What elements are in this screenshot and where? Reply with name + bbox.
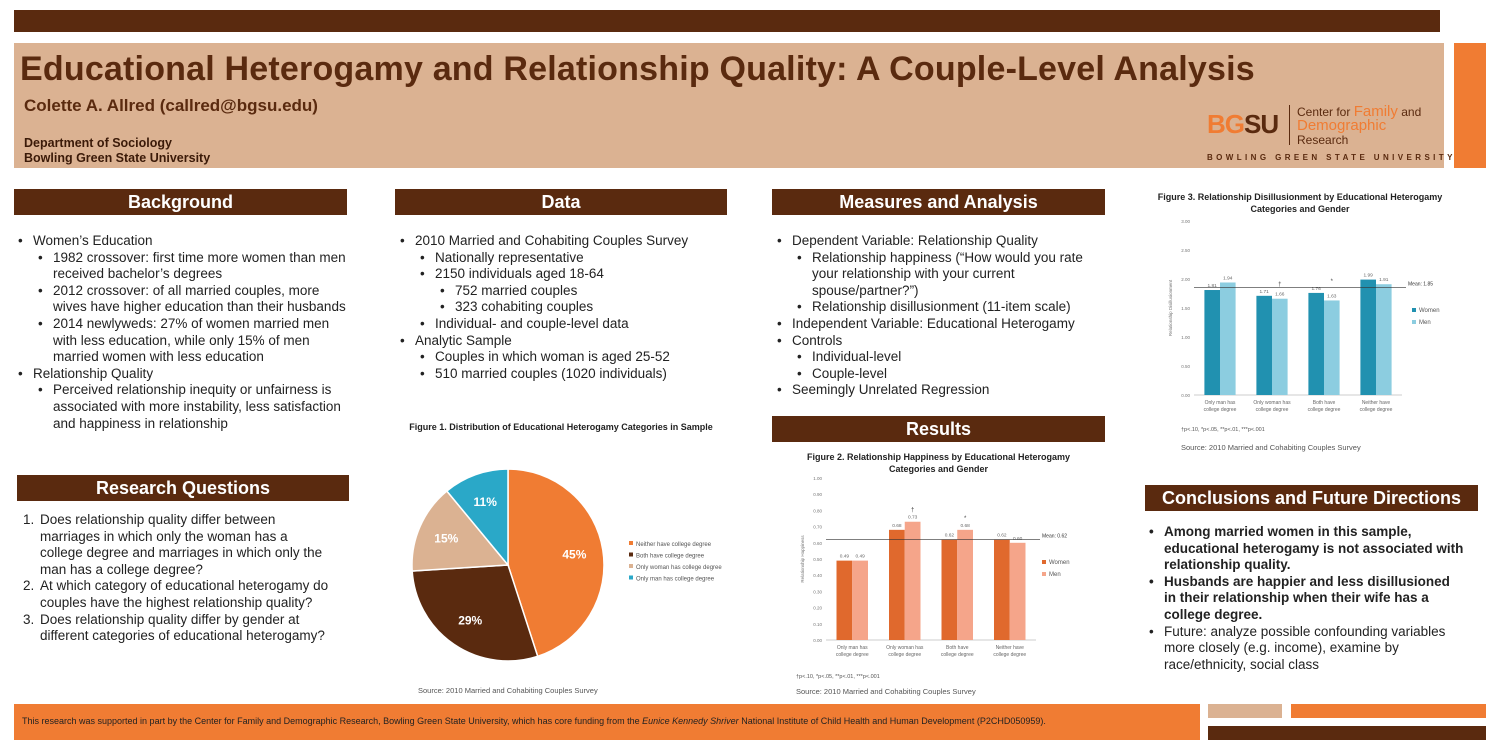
bar-value-label: 1.91 (1379, 278, 1389, 284)
y-tick-label: 0.20 (813, 605, 822, 611)
bar-value-label: 1.71 (1259, 289, 1269, 295)
legend-label: Neither have college degree (636, 542, 712, 548)
y-tick-label: 0.30 (813, 589, 822, 595)
legend-swatch (629, 541, 633, 545)
bar (1376, 284, 1392, 395)
legend-label: Women (1049, 560, 1070, 566)
fig1-pie-chart (400, 450, 740, 680)
footer-text-italic: Eunice Kennedy Shriver (642, 716, 739, 726)
bgsu-logo (1207, 103, 1456, 165)
fig2-bar-chart (790, 472, 1090, 672)
list-item: • 752 married couples (396, 283, 726, 300)
x-tick-label (1360, 400, 1393, 413)
fig1-title: Figure 1. Distribution of Educational Heterogamy Categories in Sample (409, 422, 713, 432)
author: Colette A. Allred (callred@bgsu.edu) (24, 96, 318, 115)
legend-label: Only man has college degree (636, 576, 715, 583)
conclusions-heading: Conclusions and Future Directions (1145, 485, 1478, 511)
x-tick-label-line: Both have (1312, 400, 1336, 406)
x-tick-label-line: Neither have (995, 645, 1024, 651)
x-tick-label (1253, 400, 1291, 413)
bar (942, 540, 958, 640)
list-number: 1. (23, 512, 35, 527)
x-tick-label-line: college degree (1203, 407, 1237, 413)
y-tick-label: 2.00 (1181, 277, 1190, 282)
bar (1272, 299, 1288, 395)
x-tick-label-line: college degree (940, 652, 974, 658)
footer-accent-brown (1208, 726, 1486, 740)
bar (1220, 282, 1236, 395)
legend-swatch (1042, 572, 1046, 576)
footer-text-2: National Institute of Child Health and Human Development (P2CHD050959). (738, 716, 1046, 726)
legend-swatch (1412, 320, 1416, 324)
x-tick-label-line: college degree (1255, 407, 1289, 413)
list-item: • Nationally representative (396, 250, 726, 267)
x-tick-label-line: college degree (888, 652, 922, 658)
x-tick-label (993, 645, 1026, 658)
y-tick-label: 0.40 (813, 573, 822, 579)
list-item: • Couple-level (773, 366, 1103, 383)
top-bar (14, 10, 1440, 32)
list-item: • Relationship disillusionment (11-item scale) (773, 299, 1103, 316)
fig3-bar-chart (1170, 215, 1460, 420)
bar-value-label: 1.94 (1223, 276, 1233, 282)
conclusions-list (1145, 524, 1465, 673)
logo-and: and (1401, 105, 1422, 119)
legend-swatch (629, 564, 633, 568)
list-item: • 1982 crossover: first time more women than men received bachelor’s degrees (14, 250, 349, 283)
x-tick-label (1308, 400, 1341, 413)
list-item: • Individual- and couple-level data (396, 316, 726, 333)
list-item: • 2012 crossover: of all married couples, more wives have higher education than their husbands (14, 283, 349, 316)
x-tick-label-line: Neither have (1361, 400, 1391, 406)
pie-slice-label: 15% (434, 531, 459, 546)
list-item: • 2010 Married and Cohabiting Couples Survey (396, 233, 726, 250)
measures-list (773, 233, 1103, 399)
logo-center-for: Center for (1297, 105, 1351, 119)
list-item: • 2014 newlyweds: 27% of women married men with less education, while only 15% of men married women with less education (14, 316, 349, 366)
x-tick-label-line: Only man has (1204, 400, 1236, 406)
bar-value-label: 1.66 (1275, 292, 1285, 298)
department-name: Department of Sociology (24, 136, 172, 150)
x-tick-label-line: Only woman has (886, 645, 924, 651)
y-tick-label: 0.50 (1181, 364, 1190, 369)
list-item: • Among married women in this sample, educational heterogamy is not associated with relationship quality. (1145, 524, 1465, 574)
background-heading: Background (14, 189, 347, 215)
x-tick-label (836, 645, 869, 658)
pie-slice-label: 45% (562, 547, 587, 562)
legend-swatch (629, 576, 633, 580)
significance-mark: * (1330, 278, 1333, 285)
x-tick-label (941, 645, 974, 658)
bar (837, 561, 853, 640)
bgsu-wordmark (1207, 109, 1278, 140)
list-text: Does relationship quality differ between marriages in which only the woman has a college degree and marriages in which only the man has a college degree? (40, 512, 323, 577)
y-tick-label: 0.60 (813, 540, 822, 546)
list-item: • Controls (773, 333, 1103, 350)
list-item: • 323 cohabiting couples (396, 299, 726, 316)
list-item: • Relationship happiness (“How would you rate your relationship with your current spouse/partner?”) (773, 250, 1103, 300)
x-tick-label (1204, 400, 1237, 413)
footer-accent-tan (1208, 704, 1282, 718)
bar (994, 540, 1010, 640)
list-item (14, 578, 334, 611)
x-tick-label-line: college degree (1359, 407, 1393, 413)
bar (1324, 300, 1340, 395)
background-list (14, 233, 349, 432)
list-item: • Husbands are happier and less disillusioned in their relationship when their wife has a college degree. (1145, 574, 1465, 624)
list-item: • Relationship Quality (14, 366, 349, 383)
x-tick-label (886, 645, 924, 658)
logo-su: SU (1244, 109, 1279, 139)
y-tick-label: 3.00 (1181, 219, 1190, 224)
list-item: • 2150 individuals aged 18-64 (396, 266, 726, 283)
legend-swatch (1042, 560, 1046, 564)
legend-label: Women (1419, 308, 1440, 314)
x-tick-label-line: college degree (993, 652, 1027, 658)
measures-heading: Measures and Analysis (772, 189, 1105, 215)
significance-mark: † (910, 507, 915, 514)
list-number: 3. (23, 611, 35, 627)
header-accent (1454, 43, 1486, 168)
x-tick-label-line: Only man has (836, 645, 868, 651)
bar (1360, 280, 1376, 395)
list-item (14, 512, 334, 578)
fig1-source: Source: 2010 Married and Cohabiting Couples Survey (418, 686, 598, 695)
bar (1308, 293, 1324, 395)
y-axis-label: Relationship Disillusionment (1168, 279, 1173, 337)
bar-value-label: 1.63 (1327, 294, 1337, 300)
bar (852, 561, 868, 640)
poster-title: Educational Heterogamy and Relationship Quality: A Couple-Level Analysis (20, 50, 1255, 88)
bar-value-label: 0.62 (997, 533, 1007, 539)
mean-label: Mean: 0.62 (1042, 533, 1068, 540)
y-tick-label: 1.00 (813, 476, 822, 481)
list-number: 2. (23, 578, 35, 594)
bar-value-label: 0.49 (839, 554, 850, 560)
logo-bg: BG (1207, 109, 1244, 139)
list-item: • Independent Variable: Educational Heterogamy (773, 316, 1103, 333)
bar-value-label: 1.99 (1363, 273, 1373, 279)
x-tick-label-line: college degree (835, 652, 869, 658)
bar (1256, 296, 1272, 395)
fig2-title: Figure 2. Relationship Happiness by Educational Heterogamy Categories and Gender (806, 452, 1071, 474)
research-questions-heading: Research Questions (17, 475, 349, 501)
list-item: • Dependent Variable: Relationship Quality (773, 233, 1103, 250)
y-tick-label: 1.00 (1181, 335, 1190, 340)
list-item: • Couples in which woman is aged 25-52 (396, 349, 726, 366)
list-item (14, 612, 334, 645)
legend-label: Men (1419, 320, 1431, 326)
department (24, 136, 210, 166)
legend-label: Only woman has college degree (636, 565, 722, 571)
data-list (396, 233, 726, 382)
fig3-title: Figure 3. Relationship Disillusionment by Educational Heterogamy Categories and Gender (1157, 192, 1443, 214)
bar (1204, 290, 1220, 395)
fig2-source: Source: 2010 Married and Cohabiting Couples Survey (796, 687, 976, 696)
y-tick-label: 1.50 (1181, 306, 1190, 311)
legend-swatch (629, 553, 633, 557)
bar-value-label: 0.68 (960, 523, 970, 529)
funding-acknowledgment (22, 716, 1046, 726)
legend-label: Men (1049, 572, 1061, 578)
results-heading: Results (772, 416, 1105, 442)
bar-value-label: 0.49 (855, 554, 865, 560)
list-text: Does relationship quality differ by gender at different categories of educational heterogamy? (40, 611, 325, 644)
fig2-note: †p<.10, *p<.05, **p<.01, ***p<.001 (796, 674, 880, 680)
bar (889, 530, 905, 640)
bar-value-label: 1.81 (1207, 284, 1217, 290)
pie-slice-label: 11% (473, 494, 497, 509)
fig3-source: Source: 2010 Married and Cohabiting Couples Survey (1181, 443, 1361, 452)
bar-value-label: 0.73 (907, 515, 918, 521)
y-tick-label: 0.90 (813, 492, 822, 498)
logo-university: BOWLING GREEN STATE UNIVERSITY (1207, 153, 1456, 162)
significance-mark: * (963, 515, 967, 522)
logo-demographic: Demographic (1297, 117, 1387, 134)
list-item: • Women’s Education (14, 233, 349, 250)
fig3-note: †p<.10, *p<.05, **p<.01, ***p<.001 (1181, 427, 1265, 433)
university-name: Bowling Green State University (24, 151, 211, 165)
footer-text-1: This research was supported in part by the Center for Family and Demographic Research, Bowling Green State University, which has core funding from the (22, 716, 643, 726)
list-item: • Analytic Sample (396, 333, 726, 350)
x-tick-label-line: Only woman has (1253, 400, 1291, 406)
x-tick-label-line: college degree (1307, 407, 1341, 413)
y-tick-label: 0.10 (813, 621, 822, 627)
list-item: • Future: analyze possible confounding variables more closely (e.g. income), examine by race/ethnicity, social class (1145, 624, 1465, 674)
y-axis-label: Relationship Happiness (800, 535, 805, 583)
center-name (1297, 105, 1435, 147)
y-tick-label: 0.00 (1181, 393, 1190, 398)
research-questions-list (14, 512, 334, 645)
y-tick-label: 2.50 (1181, 248, 1190, 253)
bar-value-label: 0.62 (944, 533, 955, 539)
data-heading: Data (395, 189, 727, 215)
y-tick-label: 0.50 (813, 557, 822, 562)
y-tick-label: 0.00 (813, 638, 822, 643)
logo-research: Research (1297, 133, 1349, 147)
list-item: • 510 married couples (1020 individuals) (396, 366, 726, 383)
list-item: • Perceived relationship inequity or unfairness is associated with more instability, less satisfaction and happiness in relationship (14, 382, 349, 432)
x-tick-label-line: Both have (945, 645, 969, 651)
significance-mark: † (1278, 281, 1282, 288)
logo-divider (1289, 105, 1290, 145)
bar (957, 530, 973, 640)
pie-slice-label: 29% (458, 613, 483, 628)
bar-value-label: 1.76 (1311, 286, 1321, 292)
list-item: • Individual-level (773, 349, 1103, 366)
legend-label: Both have college degree (636, 553, 705, 560)
legend-swatch (1412, 308, 1416, 312)
y-tick-label: 0.70 (813, 524, 822, 530)
bar-value-label: 0.68 (892, 523, 902, 529)
bar (1010, 543, 1026, 640)
y-tick-label: 0.80 (813, 508, 822, 514)
bar-value-label: 0.60 (1012, 536, 1023, 542)
list-text: At which category of educational heterogamy do couples have the highest relationship quality? (40, 578, 329, 610)
logo-family: Family (1353, 103, 1398, 120)
footer-accent-orange (1291, 704, 1486, 718)
list-item: • Seemingly Unrelated Regression (773, 382, 1103, 399)
mean-label: Mean: 1.85 (1408, 281, 1434, 288)
